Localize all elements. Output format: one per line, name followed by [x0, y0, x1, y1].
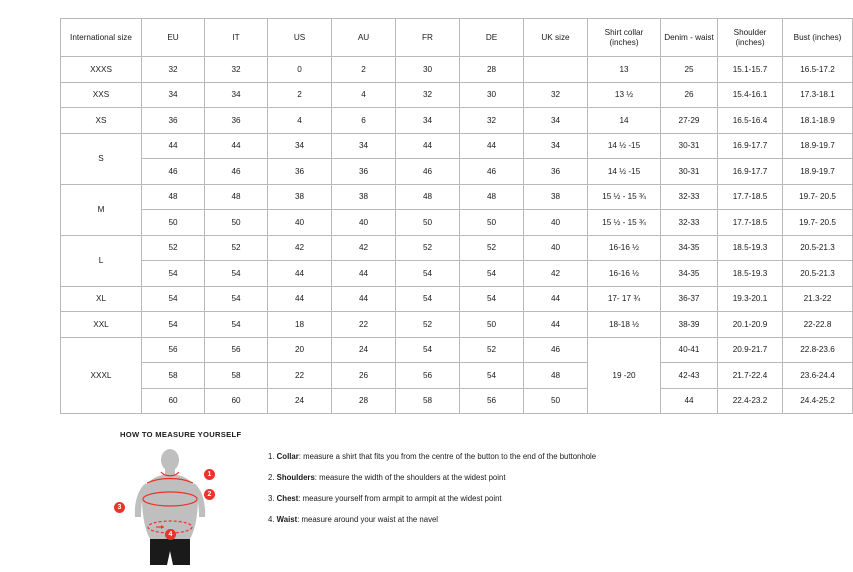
- cell-value: 38: [524, 184, 588, 210]
- cell-value: 46: [460, 159, 524, 185]
- cell-value: 34: [396, 108, 460, 134]
- callout-2: 2: [204, 489, 215, 500]
- cell-value: 32-33: [661, 184, 718, 210]
- cell-value: 50: [460, 312, 524, 338]
- cell-value: 13: [588, 57, 661, 83]
- cell-value: 54: [142, 286, 205, 312]
- cell-value: 20.9-21.7: [718, 337, 783, 363]
- cell-value: 34: [205, 82, 268, 108]
- cell-value: 32: [396, 82, 460, 108]
- cell-value: 19.7- 20.5: [783, 184, 853, 210]
- cell-value: 40: [524, 210, 588, 236]
- cell-international-size: XXXL: [61, 337, 142, 414]
- column-header-de: DE: [460, 19, 524, 57]
- cell-value: 34-35: [661, 235, 718, 261]
- cell-value: [524, 57, 588, 83]
- cell-value: 50: [142, 210, 205, 236]
- size-chart: [60, 18, 842, 414]
- table-row: [61, 337, 853, 363]
- list-item-text: : measure around your waist at the navel: [297, 515, 439, 525]
- column-header-eu: EU: [142, 19, 205, 57]
- cell-value: 18.5-19.3: [718, 261, 783, 287]
- cell-value: 36: [524, 159, 588, 185]
- list-item-term: Waist: [276, 515, 298, 525]
- list-item-number: 1.: [268, 452, 277, 461]
- list-item-term: Shoulders: [276, 473, 315, 483]
- cell-value: 2: [332, 57, 396, 83]
- cell-value: 38-39: [661, 312, 718, 338]
- cell-value: 54: [460, 363, 524, 389]
- cell-value: 58: [205, 363, 268, 389]
- cell-value: 54: [396, 261, 460, 287]
- table-header-row: [61, 19, 853, 57]
- cell-value: 44: [268, 286, 332, 312]
- table-row: [61, 286, 853, 312]
- cell-value: 54: [142, 261, 205, 287]
- cell-value: 48: [205, 184, 268, 210]
- list-item-text: : measure the width of the shoulders at the widest point: [314, 473, 506, 483]
- cell-value: 56: [142, 337, 205, 363]
- cell-value: 34: [332, 133, 396, 159]
- column-header-bust: Bust (inches): [783, 19, 853, 57]
- cell-value: 50: [460, 210, 524, 236]
- cell-value: 4: [268, 108, 332, 134]
- cell-value: 18-18 ½: [588, 312, 661, 338]
- cell-international-size: L: [61, 235, 142, 286]
- cell-value: 56: [396, 363, 460, 389]
- cell-value: 58: [142, 363, 205, 389]
- list-item-number: 3.: [268, 494, 277, 504]
- callout-3: 3: [114, 502, 125, 513]
- cell-value: 18.9-19.7: [783, 133, 853, 159]
- table-row: [61, 57, 853, 83]
- cell-value: 40: [524, 235, 588, 261]
- cell-value: 60: [142, 388, 205, 414]
- cell-value: 46: [396, 159, 460, 185]
- cell-international-size: XXL: [61, 312, 142, 338]
- cell-value: 28: [460, 57, 524, 83]
- cell-value: 42: [332, 235, 396, 261]
- cell-value: 52: [460, 337, 524, 363]
- cell-value: 24.4-25.2: [783, 388, 853, 414]
- cell-value: 54: [396, 337, 460, 363]
- list-item-number: 2.: [268, 473, 277, 483]
- cell-value: 27-29: [661, 108, 718, 134]
- cell-value: 44: [524, 312, 588, 338]
- cell-value: 52: [460, 235, 524, 261]
- cell-value: 16-16 ½: [588, 261, 661, 287]
- table-row: [61, 82, 853, 108]
- cell-value: 42: [268, 235, 332, 261]
- cell-value: 54: [460, 286, 524, 312]
- cell-value: 60: [205, 388, 268, 414]
- cell-value: 26: [661, 82, 718, 108]
- column-header-us: US: [268, 19, 332, 57]
- cell-value: 44: [396, 133, 460, 159]
- column-header-shirt-collar: Shirt collar (inches): [588, 19, 661, 57]
- table-row: [61, 133, 853, 159]
- cell-value: 58: [396, 388, 460, 414]
- cell-value: 38: [268, 184, 332, 210]
- cell-value: 34: [268, 133, 332, 159]
- cell-value: 16.9-17.7: [718, 133, 783, 159]
- cell-value: 22.4-23.2: [718, 388, 783, 414]
- cell-value: 6: [332, 108, 396, 134]
- cell-value: 24: [268, 388, 332, 414]
- cell-value: 44: [332, 261, 396, 287]
- cell-value: 52: [205, 235, 268, 261]
- column-header-uk-size: UK size: [524, 19, 588, 57]
- cell-value: 32: [205, 57, 268, 83]
- cell-value: 20.5-21.3: [783, 261, 853, 287]
- cell-value: 30-31: [661, 159, 718, 185]
- table-row: [61, 388, 853, 414]
- table-row: [61, 184, 853, 210]
- cell-value: 52: [142, 235, 205, 261]
- cell-value: 0: [268, 57, 332, 83]
- cell-value: 17.3-18.1: [783, 82, 853, 108]
- cell-value: 20: [268, 337, 332, 363]
- cell-value: 23.6-24.4: [783, 363, 853, 389]
- list-item-term: Chest: [276, 494, 299, 504]
- cell-value: 14: [588, 108, 661, 134]
- cell-value: 21.3-22: [783, 286, 853, 312]
- body-figure-icon: [120, 447, 220, 567]
- cell-value: 42-43: [661, 363, 718, 389]
- list-item: [268, 474, 596, 483]
- cell-value: 44: [205, 133, 268, 159]
- cell-value: 40: [332, 210, 396, 236]
- cell-value: 44: [142, 133, 205, 159]
- cell-value: 13 ½: [588, 82, 661, 108]
- cell-shirt-collar: 19 -20: [588, 337, 661, 414]
- cell-value: 40-41: [661, 337, 718, 363]
- cell-value: 15.4-16.1: [718, 82, 783, 108]
- cell-value: 34: [524, 133, 588, 159]
- how-to-measure-title: HOW TO MEASURE YOURSELF: [120, 430, 242, 439]
- cell-value: 36: [332, 159, 396, 185]
- cell-international-size: XXS: [61, 82, 142, 108]
- table-row: [61, 159, 853, 185]
- table-row: [61, 108, 853, 134]
- cell-value: 36: [268, 159, 332, 185]
- table-head: [61, 19, 853, 57]
- cell-value: 24: [332, 337, 396, 363]
- cell-value: 34: [524, 108, 588, 134]
- cell-value: 30: [460, 82, 524, 108]
- cell-value: 52: [396, 312, 460, 338]
- cell-value: 32-33: [661, 210, 718, 236]
- list-item: [268, 495, 596, 504]
- cell-value: 34-35: [661, 261, 718, 287]
- column-header-au: AU: [332, 19, 396, 57]
- cell-value: 54: [396, 286, 460, 312]
- table-body: [61, 57, 853, 414]
- cell-international-size: XS: [61, 108, 142, 134]
- cell-value: 38: [332, 184, 396, 210]
- cell-international-size: S: [61, 133, 142, 184]
- cell-value: 48: [142, 184, 205, 210]
- cell-value: 14 ½ -15: [588, 133, 661, 159]
- column-header-international-size: International size: [61, 19, 142, 57]
- list-item: [268, 453, 596, 462]
- list-item-text: : measure a shirt that fits you from the centre of the button to the end of the buttonhole: [298, 452, 597, 461]
- cell-value: 40: [268, 210, 332, 236]
- cell-value: 17.7-18.5: [718, 210, 783, 236]
- cell-value: 17.7-18.5: [718, 184, 783, 210]
- cell-value: 32: [460, 108, 524, 134]
- cell-value: 50: [524, 388, 588, 414]
- cell-value: 30: [396, 57, 460, 83]
- cell-value: 20.5-21.3: [783, 235, 853, 261]
- table-row: [61, 312, 853, 338]
- cell-value: 18.5-19.3: [718, 235, 783, 261]
- cell-value: 18: [268, 312, 332, 338]
- column-header-denim-waist: Denim - waist: [661, 19, 718, 57]
- list-item: [268, 516, 596, 525]
- cell-value: 54: [142, 312, 205, 338]
- column-header-fr: FR: [396, 19, 460, 57]
- cell-value: 15.1-15.7: [718, 57, 783, 83]
- cell-value: 52: [396, 235, 460, 261]
- measure-instructions-list: [220, 447, 596, 537]
- column-header-it: IT: [205, 19, 268, 57]
- cell-value: 34: [142, 82, 205, 108]
- cell-value: 44: [268, 261, 332, 287]
- cell-value: 17- 17 ¾: [588, 286, 661, 312]
- cell-value: 4: [332, 82, 396, 108]
- cell-value: 32: [142, 57, 205, 83]
- column-header-shoulder: Shoulder (inches): [718, 19, 783, 57]
- list-item-number: 4.: [268, 515, 277, 525]
- cell-value: 54: [205, 261, 268, 287]
- cell-value: 2: [268, 82, 332, 108]
- cell-value: 32: [524, 82, 588, 108]
- cell-value: 19.3-20.1: [718, 286, 783, 312]
- cell-value: 16.5-17.2: [783, 57, 853, 83]
- cell-value: 36-37: [661, 286, 718, 312]
- cell-value: 56: [460, 388, 524, 414]
- cell-value: 16.9-17.7: [718, 159, 783, 185]
- cell-value: 44: [332, 286, 396, 312]
- cell-value: 48: [524, 363, 588, 389]
- cell-value: 22: [332, 312, 396, 338]
- cell-value: 15 ½ - 15 ¾: [588, 210, 661, 236]
- list-item-term: Collar: [276, 452, 299, 461]
- table-row: [61, 235, 853, 261]
- cell-value: 22: [268, 363, 332, 389]
- cell-value: 44: [460, 133, 524, 159]
- cell-value: 18.1-18.9: [783, 108, 853, 134]
- cell-value: 46: [524, 337, 588, 363]
- cell-value: 19.7- 20.5: [783, 210, 853, 236]
- cell-value: 44: [524, 286, 588, 312]
- cell-value: 54: [205, 312, 268, 338]
- cell-international-size: M: [61, 184, 142, 235]
- cell-international-size: XXXS: [61, 57, 142, 83]
- cell-value: 36: [205, 108, 268, 134]
- size-table: [60, 18, 853, 414]
- cell-value: 48: [396, 184, 460, 210]
- cell-value: 50: [396, 210, 460, 236]
- cell-value: 54: [205, 286, 268, 312]
- cell-value: 30-31: [661, 133, 718, 159]
- cell-value: 46: [205, 159, 268, 185]
- how-to-measure-body: [117, 447, 740, 567]
- cell-value: 50: [205, 210, 268, 236]
- cell-value: 56: [205, 337, 268, 363]
- cell-value: 15 ½ - 15 ¾: [588, 184, 661, 210]
- cell-value: 25: [661, 57, 718, 83]
- list-item-text: : measure yourself from armpit to armpit at the widest point: [298, 494, 502, 504]
- cell-value: 22.8-23.6: [783, 337, 853, 363]
- cell-value: 22-22.8: [783, 312, 853, 338]
- cell-international-size: XL: [61, 286, 142, 312]
- cell-value: 20.1-20.9: [718, 312, 783, 338]
- cell-value: 48: [460, 184, 524, 210]
- table-row: [61, 363, 853, 389]
- cell-value: 28: [332, 388, 396, 414]
- cell-value: 26: [332, 363, 396, 389]
- cell-value: 18.9-19.7: [783, 159, 853, 185]
- callout-1: 1: [204, 469, 215, 480]
- how-to-measure-section: [117, 430, 740, 567]
- cell-value: 21.7-22.4: [718, 363, 783, 389]
- body-diagram: [117, 447, 220, 567]
- table-row: [61, 261, 853, 287]
- cell-value: 14 ½ -15: [588, 159, 661, 185]
- cell-value: 54: [460, 261, 524, 287]
- table-row: [61, 210, 853, 236]
- cell-value: 42: [524, 261, 588, 287]
- cell-value: 46: [142, 159, 205, 185]
- cell-value: 16.5-16.4: [718, 108, 783, 134]
- cell-value: 36: [142, 108, 205, 134]
- cell-value: 44: [661, 388, 718, 414]
- cell-value: 16-16 ½: [588, 235, 661, 261]
- callout-4: 4: [165, 529, 176, 540]
